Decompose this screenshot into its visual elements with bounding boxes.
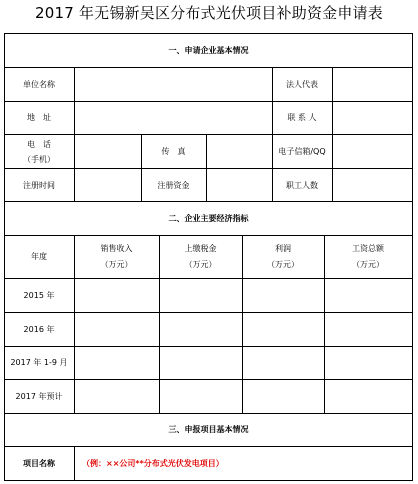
table-rule	[4, 446, 413, 447]
contact-label: 联 系 人	[287, 113, 317, 122]
project-name-hint: （例：××公司**分布式光伏发电项目）	[82, 459, 224, 468]
row-label-2015: 2015 年	[23, 291, 55, 300]
table-rule	[4, 235, 413, 236]
table-rule	[412, 33, 413, 481]
table-rule	[74, 446, 75, 480]
table-rule	[332, 67, 333, 201]
table-rule	[4, 312, 413, 313]
legal-rep-label: 法人代表	[286, 80, 318, 89]
column-header-sales: 销售收入	[100, 244, 133, 253]
row-label-2017-forecast: 2017 年预计	[15, 392, 63, 401]
table-rule	[4, 480, 413, 481]
column-header-tax: 上缴税金	[184, 244, 217, 253]
table-rule	[4, 278, 413, 279]
table-rule	[4, 101, 413, 102]
table-rule	[74, 67, 75, 201]
form-title: 2017 年无锡新吴区分布式光伏项目补助资金申请表	[35, 4, 383, 22]
row-label-2016: 2016 年	[23, 325, 55, 334]
table-rule	[4, 67, 413, 68]
year-header: 年度	[31, 252, 47, 261]
fax-label: 传 真	[161, 147, 186, 156]
unit-name-label: 单位名称	[23, 80, 55, 89]
column-header-profit: 利润	[275, 244, 291, 253]
table-rule	[4, 33, 413, 34]
section1-heading: 一、申请企业基本情况	[168, 46, 249, 55]
column-unit-sales: （万元）	[100, 260, 133, 269]
table-rule	[4, 134, 413, 135]
section3-heading: 三、申报项目基本情况	[168, 425, 249, 434]
phone-sub-label: （手机）	[23, 155, 55, 164]
row-label-2017-ytd: 2017 年 1-9 月	[10, 358, 68, 367]
staff-count-label: 职工人数	[286, 181, 318, 190]
phone-label: 电 话	[27, 140, 51, 149]
project-name-label: 项目名称	[23, 459, 55, 468]
section2-heading: 二、企业主要经济指标	[168, 214, 249, 223]
email-label: 电子信箱/QQ	[278, 147, 326, 156]
table-rule	[4, 346, 413, 347]
column-unit-wages: （万元）	[352, 260, 384, 269]
table-rule	[4, 201, 413, 202]
table-rule	[4, 168, 413, 169]
table-rule	[4, 379, 413, 380]
reg-capital-label: 注册资金	[157, 181, 190, 190]
column-header-wages: 工资总额	[352, 244, 384, 253]
column-unit-profit: （万元）	[267, 260, 299, 269]
reg-time-label: 注册时间	[23, 181, 55, 190]
address-label: 地 址	[27, 113, 51, 122]
application-form-table	[4, 33, 413, 481]
column-unit-tax: （万元）	[184, 260, 217, 269]
table-rule	[4, 413, 413, 414]
table-rule	[206, 134, 207, 201]
